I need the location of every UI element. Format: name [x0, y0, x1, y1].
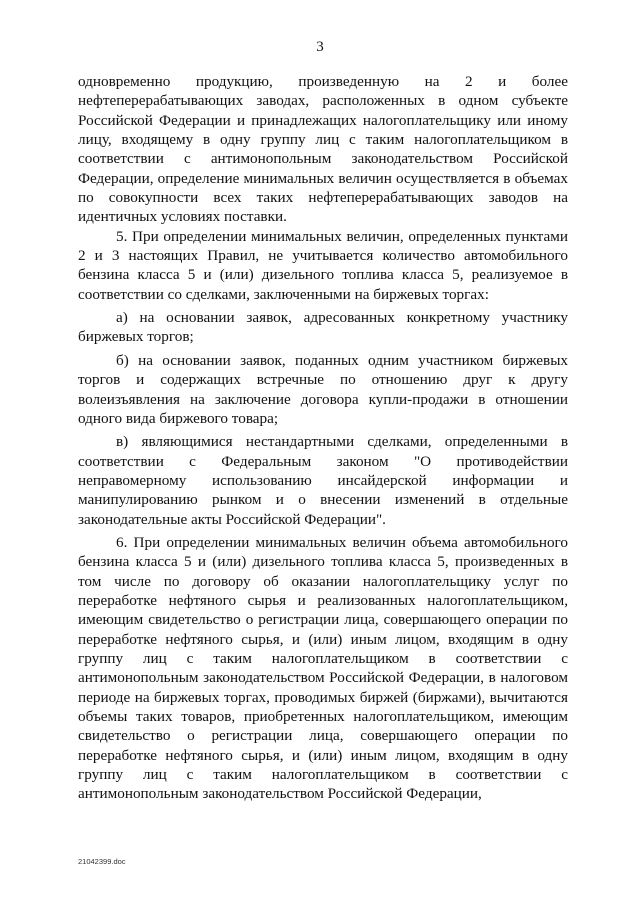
document-body	[78, 72, 568, 804]
paragraph-subitem-c: в) являющимися нестандартными сделками, определенными в соответствии с Федеральным законом "О противодействии неправомерному использованию инсайдерской информации и манипулированию рынком и о внесении изменений в отдельные законодательные акты Российской Федерации".	[78, 433, 568, 528]
paragraph-subitem-a: а) на основании заявок, адресованных конкретному участнику биржевых торгов;	[78, 309, 568, 346]
paragraph-item-5: 5. При определении минимальных величин, определенных пунктами 2 и 3 настоящих Правил, не учитывается количество автомобильного бензина класса 5 и (или) дизельного топлива класса 5, реализуемое в соответствии со сделками, заключенными на биржевых торгах:	[78, 227, 568, 303]
paragraph-subitem-b: б) на основании заявок, поданных одним участником биржевых торгов и содержащих встречные по отношению друг к другу волеизъявления на заключение договора купли-продажи в отношении одного вида биржевого товара;	[78, 351, 568, 427]
paragraph-continuation: одновременно продукцию, произведенную на 2 и более нефтеперерабатывающих заводах, расположенных в одном субъекте Российской Федерации и принадлежащих налогоплательщику или иному лицу, входящему в одну группу лиц с таким налогоплательщиком в соответствии с антимонопольным законодательством Российской Федерации, определение минимальных величин осуществляется в объемах по совокупности всех таких нефтеперерабатывающих заводов на идентичных условиях поставки.	[78, 73, 568, 226]
page-number: 3	[316, 39, 324, 55]
paragraph-item-6: 6. При определении минимальных величин объема автомобильного бензина класса 5 и (или) дизельного топлива класса 5, произведенных в том числе по договору об оказании налогоплательщику услуг по переработке нефтяного сырья и реализованных налогоплательщиком, имеющим свидетельство о регистрации лица, совершающего операции по переработке нефтяного сырья, и (или) иным лицом, входящим в одну группу лиц с таким налогоплательщиком в соответствии с антимонопольным законодательством Российской Федерации, в налоговом периоде на биржевых торгах, проводимых биржей (биржами), вычитаются объемы таких товаров, приобретенных налогоплательщиком, имеющим свидетельство о регистрации лица, совершающего операции по переработке нефтяного сырья, и (или) иным лицом, входящим в одну группу лиц с таким налогоплательщиком в соответствии с антимонопольным законодательством Российской Федерации,	[78, 533, 568, 803]
footer-filename: 21042399.doc	[78, 857, 126, 866]
